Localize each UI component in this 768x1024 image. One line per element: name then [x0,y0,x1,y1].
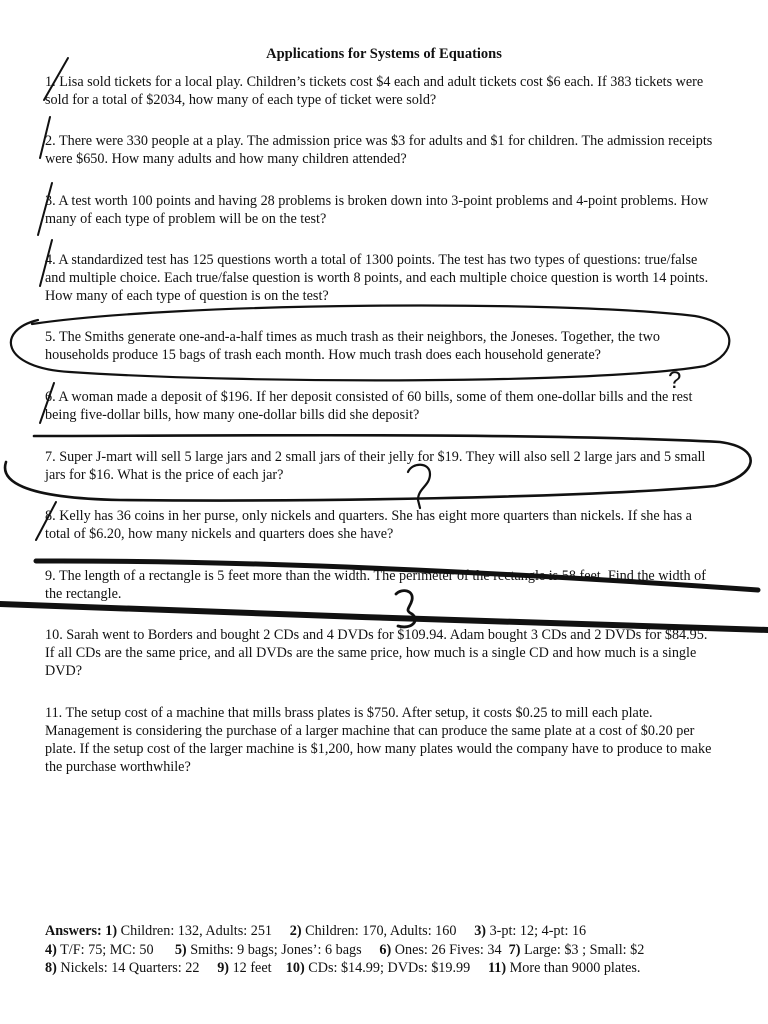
answer-text: Ones: 26 Fives: 34 [394,941,502,958]
question-number: 4. [45,252,56,268]
question-number: 10. [45,627,63,643]
answer-text: Smiths: 9 bags; Jones’: 6 bags [190,941,362,958]
question-number: 1. [45,74,56,90]
question-7 [45,448,713,484]
question-number: 8. [45,508,56,524]
question-text: A test worth 100 points and having 28 problems is broken down into 3-point problems and 4-point problems. How many of each type of problem will be on the test? [45,193,709,227]
question-6 [45,388,713,424]
question-number: 11. [45,705,63,721]
answer-key [45,922,745,978]
question-number: 2. [45,133,56,149]
question-text: A standardized test has 125 questions worth a total of 1300 points. The test has two types of questions: true/false and multiple choice. Each true/false question is worth 8 points, and each multiple choice question is worth 14 points. How many of each type of question is on the test? [45,252,709,304]
answer-number: 3) [474,923,487,939]
question-number: 3. [45,193,56,209]
question-number: 6. [45,389,56,405]
question-text: The length of a rectangle is 5 feet more than the width. The perimeter of the rectangle is 58 feet. Find the width of the rectangle. [45,568,706,602]
answer-text: 12 feet [232,960,272,976]
question-text: There were 330 people at a play. The admission price was $3 for adults and $1 for children. The admission receipts were $650. How many adults and how many children attended? [45,133,713,167]
answer-number: 1) [105,923,118,939]
answer-number: 2) [289,923,302,939]
question-text: Lisa sold tickets for a local play. Children’s tickets cost $4 each and adult tickets cost $6 each. If 383 tickets were sold for a total of $2034, how many of each type of ticket were sold? [45,74,704,108]
question-text: The setup cost of a machine that mills brass plates is $750. After setup, it costs $0.25 to mill each plate. Management is considering the purchase of a larger machine that can produce the same plate at a cost of $0.20 per plate. If the setup cost of the larger machine is $1,200, how many plates would the company have to produce to make the purchase worthwhile? [45,705,712,775]
answer-number: 6) [379,941,392,958]
question-11 [45,704,713,776]
question-10 [45,626,713,680]
question-number: 9. [45,568,56,584]
answer-number: 9) [217,960,230,976]
answer-number: 7) [508,941,521,958]
question-text: Super J-mart will sell 5 large jars and 2 small jars of their jelly for $19. They will also sell 2 large jars and 5 small jars for $16. What is the price of each jar? [45,449,706,483]
question-mark-5: ? [668,367,682,394]
answer-number: 11) [487,960,507,976]
answer-text: T/F: 75; MC: 50 [60,941,154,958]
answer-number: 4) [45,941,57,958]
answer-number: 8) [45,960,57,976]
question-3 [45,192,713,228]
question-number: 7. [45,449,56,465]
answer-line-1 [45,922,745,941]
question-number: 5. [45,329,56,345]
answer-number: 10) [285,960,305,976]
question-5 [45,328,713,364]
answer-text: Large: $3 ; Small: $2 [524,941,645,958]
answer-number: 5) [174,941,187,958]
question-1 [45,73,713,109]
answer-line-3 [45,959,745,978]
question-9 [45,567,713,603]
answer-text: More than 9000 plates. [509,960,641,976]
answer-text: Nickels: 14 Quarters: 22 [60,960,200,976]
question-text: Sarah went to Borders and bought 2 CDs and 4 DVDs for $109.94. Adam bought 3 CDs and 2 DVDs for $84.95. If all CDs are the same price, and all DVDs are the same price, how much is a single CD and how much is a single DVD? [45,627,708,679]
question-text: The Smiths generate one-and-a-half times as much trash as their neighbors, the Joneses. Together, the two households produce 15 bags of trash each month. How much trash does each household generate? [45,329,660,363]
question-text: A woman made a deposit of $196. If her deposit consisted of 60 bills, some of them one-dollar bills and the rest being five-dollar bills, how many one-dollar bills did she deposit? [45,389,693,423]
question-2 [45,132,713,168]
answer-line-2 [45,941,745,960]
answer-text: Children: 132, Adults: 251 [120,923,273,939]
question-text: Kelly has 36 coins in her purse, only nickels and quarters. She has eight more quarters than nickels. If she has a total of $6.20, how many nickels and quarters does she have? [45,508,692,542]
page-title: Applications for Systems of Equations [266,46,502,62]
answers-heading: Answers: [45,923,102,939]
answer-text: 3-pt: 12; 4-pt: 16 [489,923,587,939]
question-8 [45,507,713,543]
question-4 [45,251,713,305]
answer-text: Children: 170, Adults: 160 [305,923,457,939]
answer-text: CDs: $14.99; DVDs: $19.99 [308,960,471,976]
